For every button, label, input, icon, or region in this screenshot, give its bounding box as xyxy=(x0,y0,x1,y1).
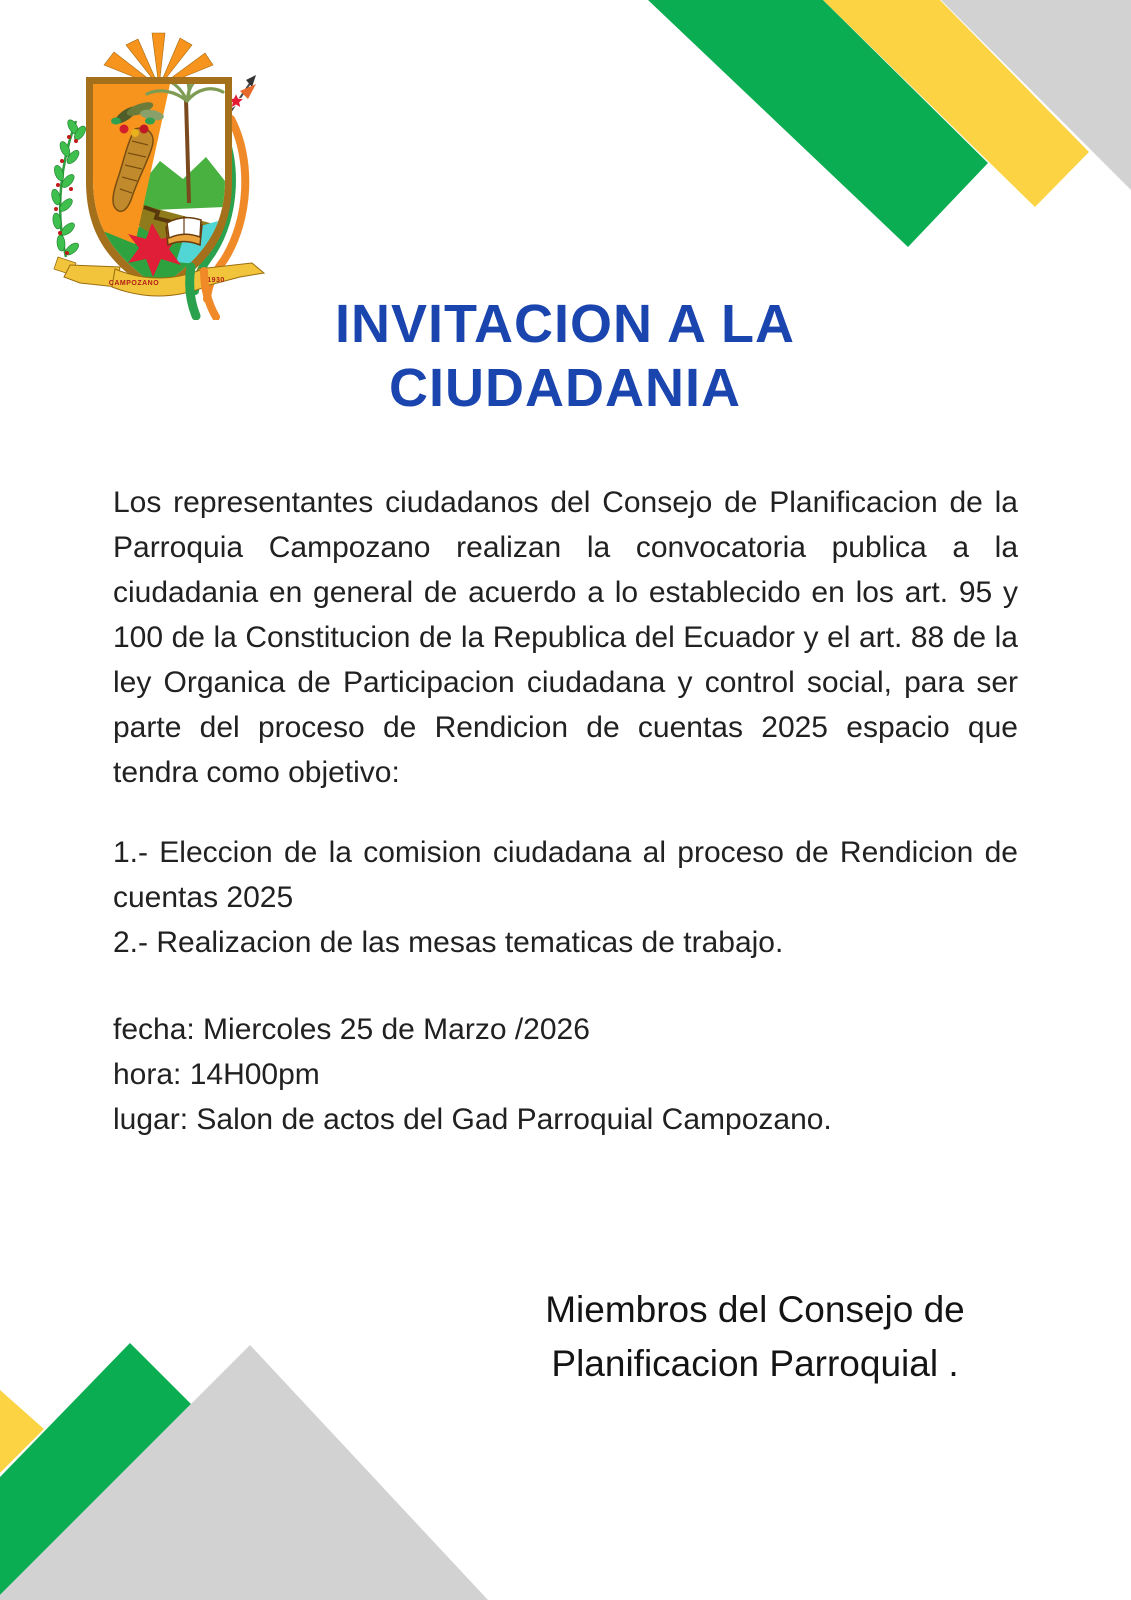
open-book-icon xyxy=(166,216,202,245)
event-place: lugar: Salon de actos del Gad Parroquial Campozano. xyxy=(113,1103,832,1136)
campozano-crest-logo xyxy=(40,28,275,320)
title-line-2: CIUDADANIA xyxy=(389,358,741,418)
agenda-item-1: 1.- Eleccion de la comision ciudadana al proceso de Rendicion de cuentas 2025 xyxy=(113,836,1018,914)
signature-line-1: Miembros del Consejo de xyxy=(545,1289,965,1330)
banner-text-right: 1930 xyxy=(207,277,225,284)
intro-paragraph: Los representantes ciudadanos del Consejo de Planificacion de la Parroquia Campozano realizan la convocatoria publica a la ciudadania en general de acuerdo a lo establecido en los art. 95 y 100 de la Constitucion de la Republica del Ecuador y el art. 88 de la ley Organica de Participacion ciudadana y control social, para ser parte del proceso de Rendicion de cuentas 2025 espacio que tendra como objetivo: xyxy=(113,486,1018,789)
page-title xyxy=(115,292,1015,420)
signature-block xyxy=(480,1283,1030,1391)
agenda-list xyxy=(113,830,1018,965)
event-time: hora: 14H00pm xyxy=(113,1058,320,1091)
agenda-item-2: 2.- Realizacion de las mesas tematicas de trabajo. xyxy=(113,926,784,959)
title-line-1: INVITACION A LA xyxy=(335,294,795,354)
signature-line-2: Planificacion Parroquial . xyxy=(551,1343,959,1384)
laurel-branch-icon xyxy=(50,118,88,275)
invitation-body xyxy=(113,480,1018,1142)
event-date: fecha: Miercoles 25 de Marzo /2026 xyxy=(113,1013,590,1046)
event-details xyxy=(113,1007,1018,1142)
coat-of-arms-icon xyxy=(40,28,275,320)
banner-text-left: CAMPOZANO xyxy=(108,280,160,287)
